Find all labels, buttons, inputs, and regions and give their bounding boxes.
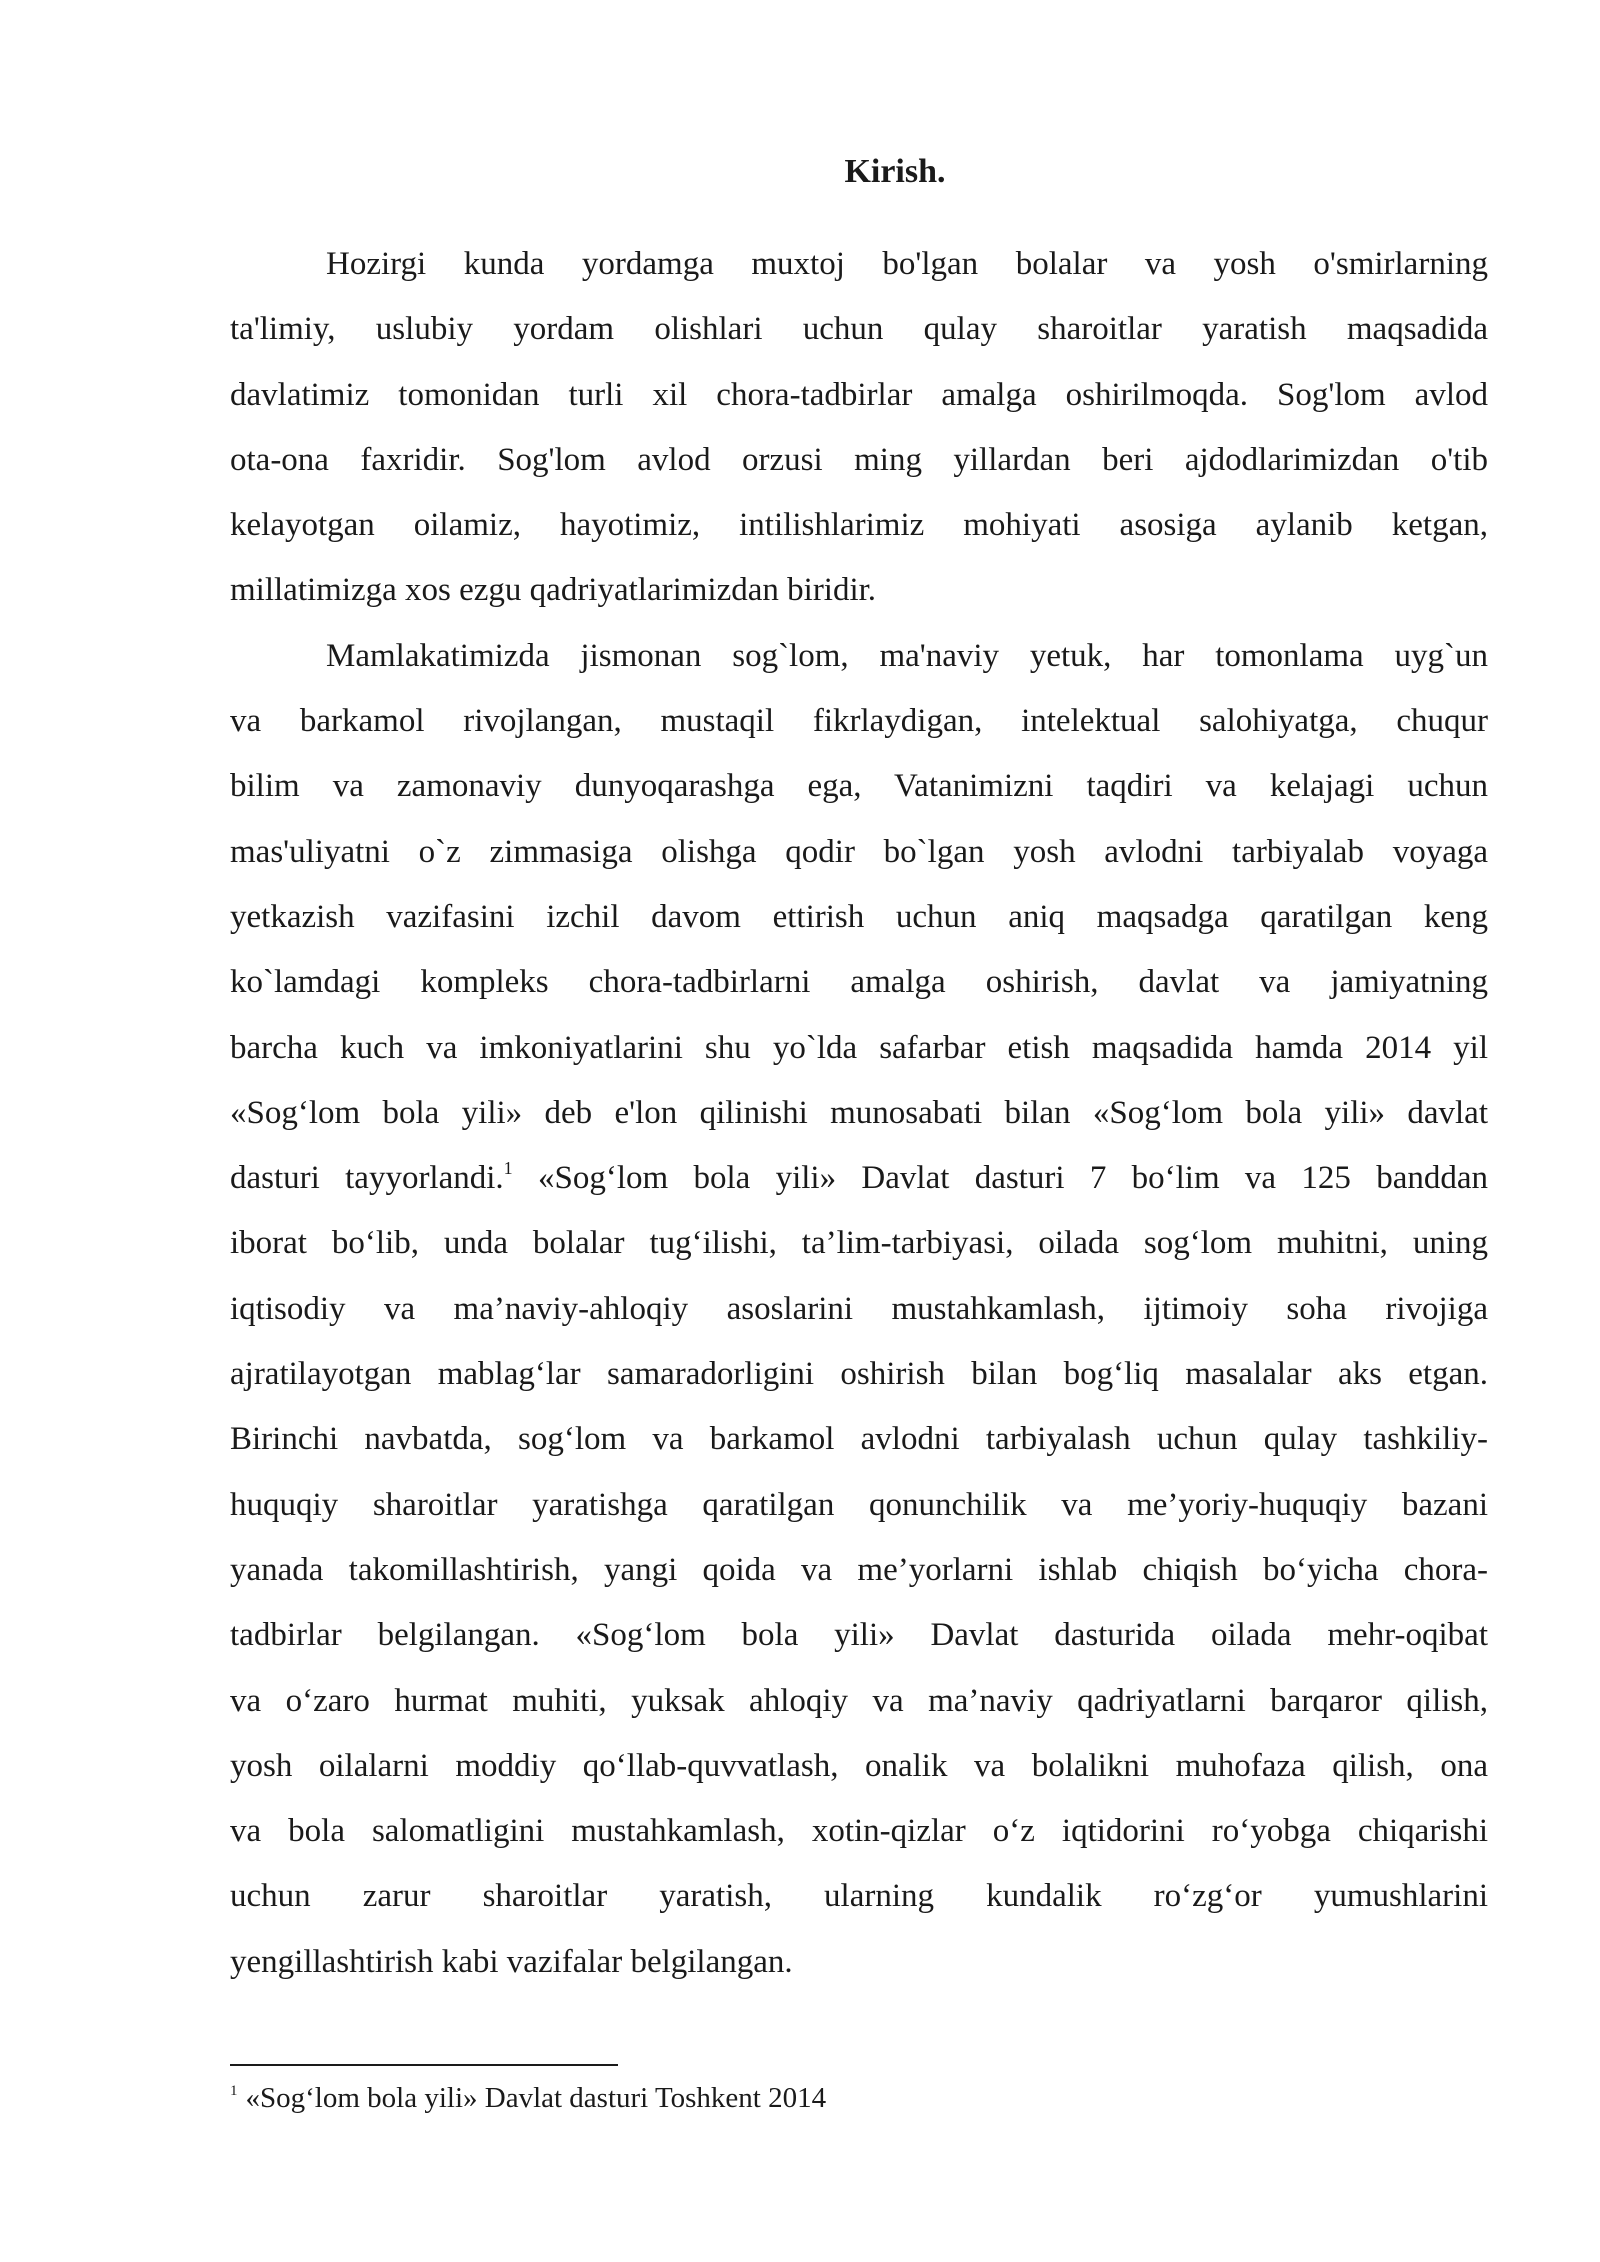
text-line: ko`lamdagi kompleks chora-tadbirlarni amalga oshirish, davlat va jamiyatning — [230, 964, 1488, 1001]
text-line: iqtisodiy va ma’naviy-ahloqiy asoslarini mustahkamlash, ijtimoiy soha rivojiga — [230, 1290, 1488, 1327]
text-line: davlatimiz tomonidan turli xil chora-tadbirlar amalga oshirilmoqda. Sog'lom avlod — [230, 376, 1488, 413]
text-line: mas'uliyatni o`z zimmasiga olishga qodir bo`lgan yosh avlodni tarbiyalab voyaga — [230, 833, 1488, 870]
text-line: Birinchi navbatda, sog‘lom va barkamol avlodni tarbiyalash uchun qulay tashkiliy- — [230, 1421, 1488, 1458]
text-line: uchun zarur sharoitlar yaratish, ularning kundalik ro‘zg‘or yumushlarini — [230, 1878, 1488, 1915]
paragraph-2 — [230, 624, 1488, 1995]
text-line: yanada takomillashtirish, yangi qoida va me’yorlarni ishlab chiqish bo‘yicha chora- — [230, 1551, 1488, 1588]
text-segment: dasturi tayyorlandi. — [230, 1160, 504, 1197]
text-line-with-footnote-ref — [230, 1146, 1488, 1211]
text-line: va o‘zaro hurmat muhiti, yuksak ahloqiy va ma’naviy qadriyatlarni barqaror qilish, — [230, 1682, 1488, 1719]
text-line: Mamlakatimizda jismonan sog`lom, ma'naviy yetuk, har tomonlama uyg`un — [326, 637, 1488, 674]
text-line: ta'limiy, uslubiy yordam olishlari uchun qulay sharoitlar yaratish maqsadida — [230, 311, 1488, 348]
text-line: Hozirgi kunda yordamga muxtoj bo'lgan bolalar va yosh o'smirlarning — [326, 246, 1488, 282]
text-line: va bola salomatligini mustahkamlash, xotin-qizlar o‘z iqtidorini ro‘yobga chiqarishi — [230, 1813, 1488, 1850]
footnote-marker: 1 — [230, 2083, 238, 2099]
text-line: millatimizga xos ezgu qadriyatlarimizdan biridir. — [230, 572, 877, 609]
text-line: iborat bo‘lib, unda bolalar tug‘ilishi, ta’lim-tarbiyasi, oilada sog‘lom muhitni, uning — [230, 1225, 1488, 1262]
text-line: bilim va zamonaviy dunyoqarashga ega, Vatanimizni taqdiri va kelajagi uchun — [230, 768, 1488, 805]
footnote-separator — [230, 2064, 618, 2066]
footnote-text: «Sog‘lom bola yili» Davlat dasturi Toshkent 2014 — [245, 2082, 827, 2114]
footnote-reference[interactable]: 1 — [503, 1158, 513, 1179]
paragraph-1 — [230, 232, 1488, 624]
body-text — [230, 232, 1488, 1995]
text-line: yetkazish vazifasini izchil davom ettirish uchun aniq maqsadga qaratilgan keng — [230, 898, 1488, 935]
footnote — [230, 2080, 826, 2116]
text-line: tadbirlar belgilangan. «Sog‘lom bola yili» Davlat dasturida oilada mehr-oqibat — [230, 1617, 1488, 1654]
text-line: ota-ona faxridir. Sog'lom avlod orzusi ming yillardan beri ajdodlarimizdan o'tib — [230, 441, 1488, 478]
text-line: barcha kuch va imkoniyatlarini shu yo`lda safarbar etish maqsadida hamda 2014 yil — [230, 1029, 1488, 1066]
text-line: va barkamol rivojlangan, mustaqil fikrlaydigan, intelektual salohiyatga, chuqur — [230, 703, 1488, 740]
text-line: yengillashtirish kabi vazifalar belgilangan. — [230, 1943, 793, 1980]
text-segment: «Sog‘lom bola yili» Davlat dasturi 7 bo‘lim va 125 banddan — [512, 1160, 1488, 1197]
text-line: kelayotgan oilamiz, hayotimiz, intilishlarimiz mohiyati asosiga aylanib ketgan, — [230, 507, 1488, 544]
text-line: «Sog‘lom bola yili» deb e'lon qilinishi munosabati bilan «Sog‘lom bola yili» davlat — [230, 1094, 1488, 1131]
text-line: ajratilayotgan mablag‘lar samaradorligini oshirish bilan bog‘liq masalalar aks etgan. — [230, 1356, 1488, 1393]
text-line: yosh oilalarni moddiy qo‘llab-quvvatlash, onalik va bolalikni muhofaza qilish, ona — [230, 1747, 1488, 1784]
text-line: huquqiy sharoitlar yaratishga qaratilgan qonunchilik va me’yoriy-huquqiy bazani — [230, 1486, 1488, 1523]
page-title: Kirish. — [844, 153, 946, 190]
